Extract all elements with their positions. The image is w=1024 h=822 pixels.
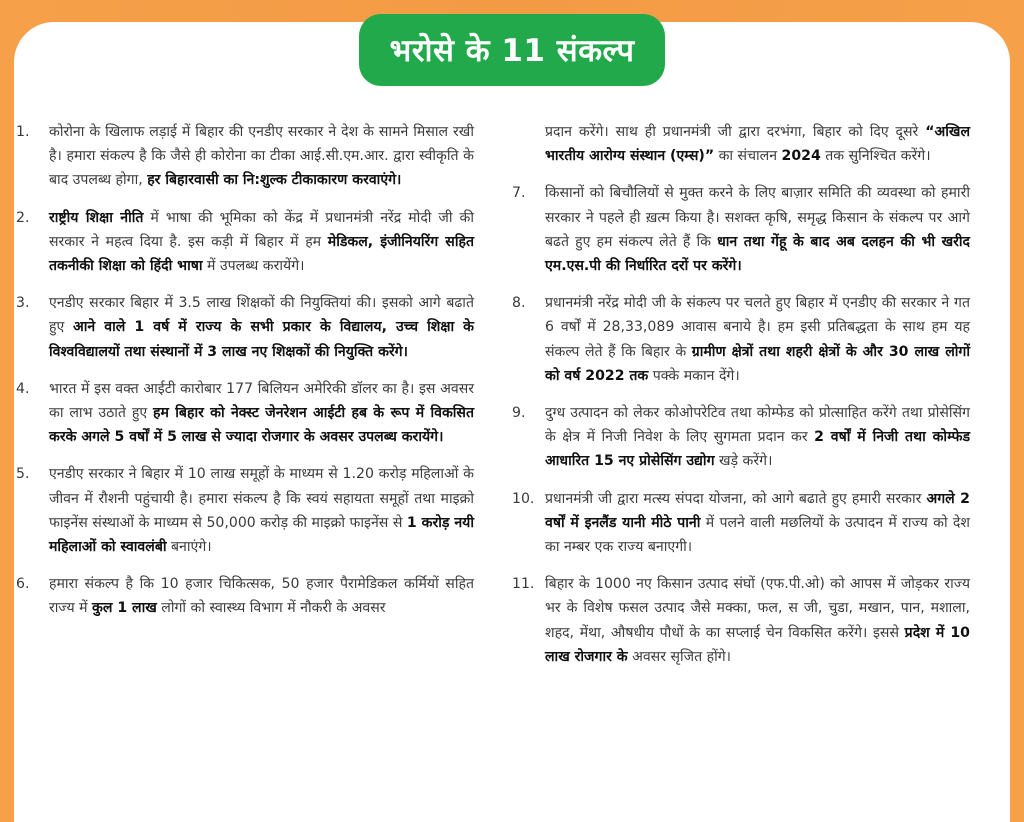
item-text: बिहार के 1000 नए किसान उत्पाद संघों (एफ.पी.ओ) को आपस में जोड़कर राज्य भर के विशेष फसल उत्पाद जैसे मक्का, फल, स जी, चुडा, मखान, पान, मशाला, शहद, मेंथा, औषधीय पौधों के का सप्लाई चेन विकसित करेंगे। इससे: [545, 576, 970, 641]
highlight-text: ग्रामीण क्षेत्रों तथा शहरी क्षेत्रों के और 30 लाख लोगों को वर्ष 2022 तक: [545, 343, 970, 384]
item-text: में उपलब्ध करायेंगे।: [202, 258, 305, 275]
item-text: किसानों को बिचौलियों से मुक्त करने के लिए बाज़ार समिति की व्यवस्था को हमारी सरकार ने पहले ही ख़त्म किया है। सशक्त कृषि, समृद्ध किसान के संकल्प पर आगे बढते हुए हम संकल्प लेते हैं कि: [545, 185, 970, 250]
item-number: 3.: [16, 295, 30, 312]
item-number: 7.: [512, 185, 526, 202]
highlight-text: मेडिकल, इंजीनियरिंग सहित तकनीकी शिक्षा को हिंदी भाषा: [49, 233, 474, 275]
highlight-text: “अखिल भारतीय आरोग्य संस्थान (एम्स)”: [545, 124, 970, 165]
list-item: [16, 377, 474, 450]
item-text: खड़े करेंगे।: [714, 453, 773, 470]
list-item: [512, 120, 970, 168]
highlight-text: धान तथा गेंहू के बाद अब दलहन की भी खरीद एम.एस.पी की निर्धारित दरों पर करेंगे।: [545, 233, 970, 275]
list-item: [512, 291, 970, 388]
item-text: प्रधानमंत्री नरेंद्र मोदी जी के संकल्प पर चलते हुए बिहार में एनडीए की सरकार ने गत 6 वर्षों में 28,33,089 आवास बनाये है। हम इसी प्रतिबद्धता के साथ हम यह संकल्प लेते हैं कि बिहार के: [545, 295, 970, 360]
right-column: [512, 120, 970, 682]
item-number: 10.: [512, 490, 535, 507]
item-number: 8.: [512, 295, 526, 312]
item-text: भारत में इस वक्त आईटी कारोबार 177 बिलियन अमेरिकी डॉलर का है। इस अवसर का लाभ उठाते हुए: [49, 380, 474, 422]
highlight-text: कुल 1 लाख: [92, 600, 157, 617]
item-number: 9.: [512, 405, 526, 422]
highlight-text: 2 वर्षों में निजी तथा कोम्फेड आधारित 15 नए प्रोसेसिंग उद्योग: [545, 429, 970, 470]
highlight-text: 1 करोड़ नयी महिलाओं को स्वावलंबी: [49, 514, 474, 556]
left-column: [16, 120, 474, 634]
item-number: 5.: [16, 466, 30, 483]
item-number: 11.: [512, 576, 535, 593]
highlight-text: अगले 2 वर्षों में इनलैंड यानी मीठे पानी: [545, 490, 970, 531]
item-text: अवसर सृजित होंगे।: [627, 648, 732, 665]
highlight-text: राष्ट्रीय शिक्षा नीति: [49, 209, 144, 226]
highlight-text: 2024: [781, 148, 821, 165]
list-item: [512, 487, 970, 560]
highlight-text: आने वाले 1 वर्ष में राज्य के सभी प्रकार के विद्यालय, उच्च शिक्षा के विश्वविद्यालयों तथा संस्थानों में 3 लाख नए शिक्षकों की नियुक्ति करेंगे।: [49, 319, 474, 360]
item-text: प्रधानमंत्री जी द्वारा मत्स्य संपदा योजना, को आगे बढाते हुए हमारी सरकार: [545, 490, 927, 507]
item-number: 2.: [16, 209, 30, 226]
item-number: 6.: [16, 576, 30, 593]
list-item: [16, 206, 474, 279]
item-text: में भाषा की भूमिका को केंद्र में प्रधानमंत्री नरेंद्र मोदी जी की सरकार ने महत्व दिया है. इस कड़ी में बिहार में हम: [49, 209, 474, 250]
item-number: 1.: [16, 124, 30, 140]
item-number: 4.: [16, 380, 30, 397]
list-item: [512, 401, 970, 474]
highlight-text: हर बिहारवासी का नि:शुल्क टीकाकारण करवाएंगे।: [147, 172, 402, 189]
item-text: में पलने वाली मछलियों के उत्पादन में राज्य को देश का नम्बर एक राज्य बनाएगी।: [545, 514, 971, 556]
item-text: एनडीए सरकार बिहार में 3.5 लाख शिक्षकों की नियुक्तियां की। इसको आगे बढाते हुए: [49, 295, 474, 336]
highlight-text: हम बिहार को नेक्स्ट जेनरेशन आईटी हब के रूप में विकसित करके अगले 5 वर्षों में 5 लाख से ज्यादा रोजगार के अवसर उपलब्ध करायेंगे।: [49, 405, 474, 446]
list-item: [16, 572, 474, 620]
list-item: [512, 572, 970, 669]
list-item: [16, 462, 474, 559]
highlight-text: प्रदेश में 10 लाख रोजगार के: [545, 624, 970, 665]
list-item: [16, 291, 474, 364]
item-text: बनाएंगे।: [166, 539, 212, 556]
item-text: एनडीए सरकार ने बिहार में 10 लाख समूहों के माध्यम से 1.20 करोड़ महिलाओं के जीवन में रौशनी पहुंचायी है। हमारा संकल्प है कि स्वयं सहायता समूहों तथा माइक्रो फाइनेंस संस्थाओं के माध्यम से 50,000 करोड़ की माइक्रो फाइनेंस से: [49, 466, 474, 531]
item-text: पक्के मकान देंगे।: [648, 367, 740, 384]
list-item: [16, 120, 474, 193]
item-text: का संचालन: [714, 148, 782, 165]
list-item: [512, 181, 970, 278]
item-text: तक सुनिश्चित करेंगे।: [820, 148, 931, 165]
item-text: लोगों को स्वास्थ्य विभाग में नौकरी के अवसर: [156, 600, 386, 617]
page-title: भरोसे के 11 संकल्प: [359, 14, 665, 86]
item-text: कोरोना के खिलाफ लड़ाई में बिहार की एनडीए सरकार ने देश के सामने मिसाल रखी है। हमारा संकल्प है कि जैसे ही कोरोना का टीका आई.सी.एम.आर. द्वारा स्वीकृति के बाद उपलब्ध होगा,: [49, 124, 474, 189]
item-text: हमारा संकल्प है कि 10 हजार चिकित्सक, 50 हजार पैरामेडिकल कर्मियों सहित राज्य में: [49, 576, 474, 617]
item-text: प्रदान करेंगे। साथ ही प्रधानमंत्री जी द्वारा दरभंगा, बिहार को दिए दूसरे: [545, 124, 926, 140]
item-text: दुग्ध उत्पादन को लेकर कोओपरेटिव तथा कोम्फेड को प्रोत्साहित करेंगे तथा प्रोसेसिंग के क्षेत्र में निजी निवेश के लिए सुगमता प्रदान कर: [545, 405, 970, 446]
